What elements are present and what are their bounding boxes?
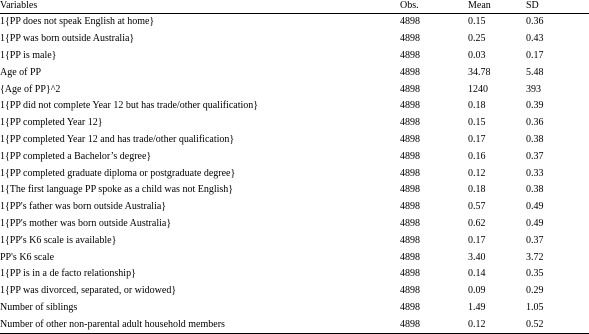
cell-mean: 0.57: [468, 201, 486, 213]
cell-sd: 0.29: [526, 285, 544, 297]
cell-obs: 4898: [400, 16, 420, 28]
table-row: [0, 14, 589, 31]
cell-sd: 0.35: [526, 268, 544, 280]
table-row: [0, 283, 589, 300]
table-row: [0, 316, 589, 333]
table-row: [0, 148, 589, 165]
cell-variable: Age of PP: [0, 66, 42, 78]
cell-mean: 0.62: [468, 217, 486, 229]
table-row: [0, 266, 589, 283]
cell-obs: 4898: [400, 251, 420, 263]
cell-mean: 34.78: [468, 66, 491, 78]
cell-sd: 0.49: [526, 201, 544, 213]
cell-obs: 4898: [400, 184, 420, 196]
cell-sd: 3.72: [526, 251, 544, 263]
cell-variable: 1{PP was divorced, separated, or widowed}: [0, 285, 177, 297]
cell-sd: 0.36: [526, 16, 544, 28]
table-row: [0, 232, 589, 249]
cell-mean: 0.18: [468, 184, 486, 196]
cell-mean: 0.17: [468, 234, 486, 246]
table-row: [0, 64, 589, 81]
cell-variable: 1{PP completed a Bachelor’s degree}: [0, 150, 152, 162]
cell-obs: 4898: [400, 217, 420, 229]
cell-obs: 4898: [400, 167, 420, 179]
cell-mean: 3.40: [468, 251, 486, 263]
header-sd: SD: [526, 0, 589, 14]
cell-mean: 0.16: [468, 150, 486, 162]
cell-sd: 0.39: [526, 100, 544, 112]
table-row: [0, 199, 589, 216]
table-row: [0, 98, 589, 115]
cell-sd: 0.37: [526, 234, 544, 246]
cell-obs: 4898: [400, 100, 420, 112]
cell-mean: 0.12: [468, 316, 526, 333]
table-row: [0, 216, 589, 233]
table-row: [0, 81, 589, 98]
cell-variable: 1{PP completed Year 12}: [0, 117, 103, 129]
cell-mean: 0.15: [468, 16, 486, 28]
header-obs: Obs.: [400, 0, 468, 14]
cell-variable: {Age of PP}^2: [0, 83, 61, 95]
cell-mean: 0.14: [468, 268, 486, 280]
cell-mean: 0.18: [468, 100, 486, 112]
cell-variable: 1{PP does not speak English at home}: [0, 16, 155, 28]
cell-obs: 4898: [400, 150, 420, 162]
cell-variable: 1{PP's mother was born outside Australia}: [0, 217, 172, 229]
cell-obs: 4898: [400, 83, 420, 95]
table-row: [0, 115, 589, 132]
cell-variable: Number of other non-parental adult household members: [0, 316, 400, 333]
cell-sd: 0.43: [526, 33, 544, 45]
cell-variable: 1{PP completed Year 12 and has trade/other qualification}: [0, 133, 235, 145]
cell-obs: 4898: [400, 234, 420, 246]
header-mean: Mean: [468, 0, 526, 14]
cell-mean: 1.49: [468, 301, 486, 313]
cell-obs: 4898: [400, 49, 420, 61]
cell-variable: 1{PP's father was born outside Australia}: [0, 201, 167, 213]
cell-variable: PP's K6 scale: [0, 251, 55, 263]
cell-variable: 1{PP is male}: [0, 49, 57, 61]
cell-mean: 1240: [468, 83, 488, 95]
cell-mean: 0.15: [468, 117, 486, 129]
cell-obs: 4898: [400, 66, 420, 78]
table-row: [0, 165, 589, 182]
cell-obs: 4898: [400, 117, 420, 129]
cell-sd: 1.05: [526, 301, 544, 313]
table-body: [0, 14, 589, 334]
cell-variable: Number of siblings: [0, 301, 78, 313]
cell-variable: 1{The first language PP spoke as a child was not English}: [0, 184, 234, 196]
table-row: [0, 182, 589, 199]
cell-mean: 0.25: [468, 33, 486, 45]
cell-mean: 0.03: [468, 49, 486, 61]
cell-sd: 0.36: [526, 117, 544, 129]
cell-mean: 0.17: [468, 133, 486, 145]
cell-obs: 4898: [400, 268, 420, 280]
cell-obs: 4898: [400, 316, 468, 333]
cell-sd: 0.38: [526, 184, 544, 196]
cell-mean: 0.09: [468, 285, 486, 297]
table-row: [0, 31, 589, 48]
cell-variable: 1{PP completed graduate diploma or postgraduate degree}: [0, 167, 236, 179]
table-row: [0, 48, 589, 65]
table-row: [0, 132, 589, 149]
cell-sd: 0.37: [526, 150, 544, 162]
cell-sd: 0.38: [526, 133, 544, 145]
cell-sd: 0.52: [526, 316, 589, 333]
cell-obs: 4898: [400, 133, 420, 145]
cell-variable: 1{PP's K6 scale is available}: [0, 234, 117, 246]
cell-sd: 0.33: [526, 167, 544, 179]
cell-sd: 0.49: [526, 217, 544, 229]
table-row: [0, 249, 589, 266]
cell-sd: 5.48: [526, 66, 544, 78]
cell-sd: 393: [526, 83, 541, 95]
cell-obs: 4898: [400, 301, 420, 313]
cell-obs: 4898: [400, 33, 420, 45]
cell-obs: 4898: [400, 285, 420, 297]
table-header: [0, 0, 589, 14]
cell-mean: 0.12: [468, 167, 486, 179]
cell-obs: 4898: [400, 201, 420, 213]
cell-sd: 0.17: [526, 49, 544, 61]
header-variables: Variables: [0, 0, 400, 14]
cell-variable: 1{PP is in a de facto relationship}: [0, 268, 136, 280]
table-row: [0, 300, 589, 317]
header-row: [0, 0, 589, 14]
cell-variable: 1{PP did not complete Year 12 but has trade/other qualification}: [0, 100, 259, 112]
cell-variable: 1{PP was born outside Australia}: [0, 33, 135, 45]
